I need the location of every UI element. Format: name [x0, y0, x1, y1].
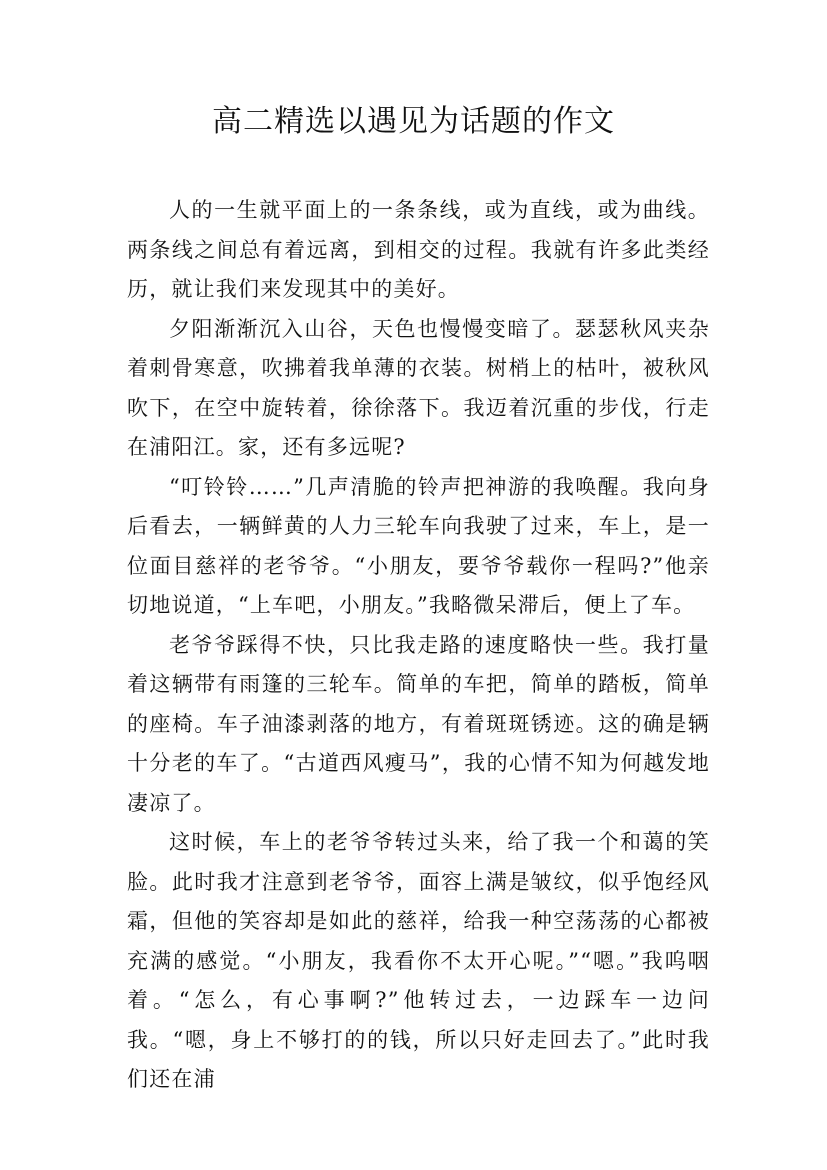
document-body — [127, 191, 710, 1100]
document-title: 高二精选以遇见为话题的作文 — [212, 104, 615, 139]
paragraph-2: 夕阳渐渐沉入山谷，天色也慢慢变暗了。瑟瑟秋风夹杂着刺骨寒意，吹拂着我单薄的衣装。树梢上的枯叶，被秋风吹下，在空中旋转着，徐徐落下。我迈着沉重的步伐，行走在浦阳江。家，还有多远呢? — [127, 316, 710, 459]
paragraph-1: 人的一生就平面上的一条条线，或为直线，或为曲线。两条线之间总有着远离，到相交的过程。我就有许多此类经历，就让我们来发现其中的美好。 — [127, 198, 710, 301]
paragraph-3: “叮铃铃……”几声清脆的铃声把神游的我唤醒。我向身后看去，一辆鲜黄的人力三轮车向我驶了过来，车上，是一位面目慈祥的老爷爷。“小朋友，要爷爷载你一程吗?”他亲切地说道，“上车吧，小朋友。”我略微呆滞后，便上了车。 — [127, 474, 710, 617]
paragraph-4: 老爷爷踩得不快，只比我走路的速度略快一些。我打量着这辆带有雨篷的三轮车。简单的车把，简单的踏板，简单的座椅。车子油漆剥落的地方，有着斑斑锈迹。这的确是辆十分老的车了。“古道西风瘦马”，我的心情不知为何越发地凄凉了。 — [127, 632, 710, 815]
paragraph-5: 这时候，车上的老爷爷转过头来，给了我一个和蔼的笑脸。此时我才注意到老爷爷，面容上满是皱纹，似乎饱经风霜，但他的笑容却是如此的慈祥，给我一种空荡荡的心都被充满的感觉。“小朋友，我看你不太开心呢。”“嗯。”我呜咽着。“怎么，有心事啊?”他转过去，一边踩车一边问我。“嗯，身上不够打的的钱，所以只好走回去了。”此时我们还在浦 — [127, 830, 710, 1091]
